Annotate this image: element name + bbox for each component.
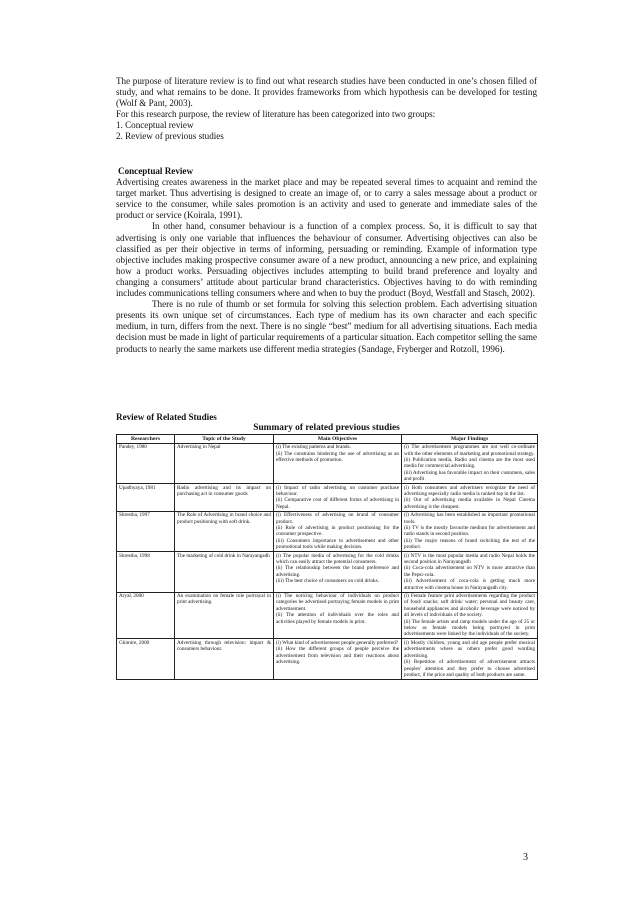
finding-item: (ii) Out of advertising media available in Nepal Cinema advertising is the cheapest.	[404, 497, 535, 510]
cell-objectives	[274, 552, 402, 592]
cell-topic: Radio advertising and its impact on purchasing act in consumer goods	[175, 484, 274, 512]
objective-item: (ii) How the different groups of people perceive the advertisement from television and their reactions about advertising.	[276, 646, 399, 666]
objective-item: (i) The noticing behaviour of individuals on product categories be advertised portraying female models in print advertisement.	[276, 593, 399, 612]
table-title: Summary of related previous studies	[253, 423, 400, 433]
conceptual-section	[116, 166, 537, 355]
intro-section	[116, 76, 537, 143]
objective-item: (ii) The relationship between the brand preference and advertising.	[276, 565, 399, 578]
conceptual-paragraph-3: There is no rule of thumb or set formula for solving this selection problem. Each advertising situation presents its own unique set of circumstances. Each type of medium has its own character and each specific medium, in turn, differs from the next. There is no single “best” medium for all advertising situations. Each media decision must be made in light of particular requirements of a particular situation. Each competitor selling the same products to nearly the same markets use different media strategies (Sandage, Fryberger and Rotzoll, 1996).	[116, 299, 537, 354]
table-row	[117, 484, 538, 512]
cell-findings	[402, 511, 538, 551]
cell-objectives	[274, 443, 402, 483]
related-heading: Review of Related Studies	[116, 412, 217, 422]
table-row	[117, 639, 538, 679]
finding-item: (i) The advertisement programmes are not well co-ordinate with the other elements of marketing and promotional strategy.	[404, 444, 535, 457]
objective-item: (i) What kind of advertisement people generally preferred?	[276, 639, 399, 646]
objective-item: (i) Effectiveness of advertising on brand of consumer product.	[276, 512, 399, 525]
finding-item: (i) NTV is the most popular media and radio Nepal holds the second position in Narayangadh	[404, 552, 535, 565]
table-header-row	[117, 435, 538, 444]
header-topic: Topic of the Study	[175, 435, 274, 444]
finding-item: (iii) The major reasons of brand switching the test of the product.	[404, 537, 535, 551]
conceptual-paragraph-2: In other hand, consumer behaviour is a function of a complex process. So, it is difficult to say that advertising is only one variable that influences the behaviour of consumer. Advertising objectives can also be classified as per their objective in terms of informing, persuading or reminding. Example of information type objective includes making prospective consumer aware of a new product, announcing a new price, and explaining how a product works. Persuading objectives includes attempting to build brand preference and loyalty and changing a consumers’ attitude about particular brand characteristics. Objectives having to do with reminding includes communications telling consumers where and when to buy the product (Boyd, Westfall and Stasch, 2002).	[116, 221, 537, 299]
cell-objectives	[274, 592, 402, 639]
objective-item: (i) The existing patterns and brands.	[276, 444, 351, 451]
table-body	[117, 443, 538, 679]
conceptual-paragraph-1: Advertising creates awareness in the market place and may be repeated several times to acquaint and remind the target market. Thus advertising is designed to create an image of, or to carry a sales message about a product or service to the consumer, while sales promotion is an activity and used to generate and immediate sales of the product or service (Koirala, 1991).	[116, 177, 537, 221]
cell-findings	[402, 552, 538, 592]
finding-item: (ii) Coca-cola advertisement on NTV is more attractive than the Pepsi-cola.	[404, 565, 535, 578]
objective-item: (ii) The attention of individuals over the roles and activities played by female models in print.	[276, 612, 399, 625]
objective-item: (iii) The best choice of consumers on cold drinks.	[276, 578, 379, 585]
finding-item: (iii) Advertisement of coca-cola is getting much more attractive with cinema house in Narayangadh city.	[404, 578, 535, 591]
finding-item: (ii) Publication media, Radio and cinema are the most used media for commercial advertising.	[404, 456, 535, 470]
finding-item: (i) Both consumers and advertisers recognize the need of advertising especially radio media is ranked top in the list.	[404, 484, 535, 497]
objective-item: (iii) Consumers importance to advertisement and other promotional tools while making decision.	[276, 537, 399, 551]
cell-researcher: Aryal, 2000	[117, 592, 175, 639]
cell-researcher: Shrestha, 1998	[117, 552, 175, 592]
related-studies-table	[116, 434, 538, 680]
finding-item: (iii) Advertising has favorable impact on their customers, sales and profit	[404, 469, 535, 483]
cell-topic: The Role of Advertising in brand choice and product positioning with soft drink.	[175, 511, 274, 551]
table-row	[117, 592, 538, 639]
finding-item: (ii) The female artists and ramp models under the age of 25 or below as female models being portrayed in print advertisements were linked by the individuals of the society.	[404, 618, 535, 638]
cell-researcher: Ghimire, 2000	[117, 639, 175, 679]
conceptual-heading: Conceptual Review	[118, 166, 194, 176]
cell-findings	[402, 639, 538, 679]
finding-item: (i) Mostly children, young and old age people prefer musical advertisements where as others prefer good wording advertising.	[404, 639, 535, 659]
table-row	[117, 443, 538, 483]
cell-researcher: Shrestha, 1997	[117, 511, 175, 551]
cell-objectives	[274, 511, 402, 551]
table-row	[117, 552, 538, 592]
intro-paragraph: The purpose of literature review is to find out what research studies have been conducted in one’s chosen filled of study, and what remains to be done. It provides frameworks from which hypothesis can be developed for testing (Wolf & Pant, 2003).	[116, 76, 537, 109]
cell-topic: An examination on female role portrayal in print advertising.	[175, 592, 274, 639]
finding-item: (i) Female feature print advertisements regarding the product of food/ snacks; soft drink/ water; personal and beauty care, household appliances and alcoholic beverage were noticed by all levels of individuals of the society.	[404, 593, 535, 619]
related-heading-wrap	[116, 412, 537, 423]
cell-topic: Advertising through television: impact & consumers behaviour.	[175, 639, 274, 679]
objective-item: (ii) Comparative cost of different forms of advertising in Nepal.	[276, 497, 399, 510]
cell-topic: Advertising in Nepal	[175, 443, 274, 483]
finding-item: (ii) Repetition of advertisement of advertisement attracts peoples’ attention and they prefer to choose advertised product, if the price and quality of both products are same.	[404, 659, 535, 678]
header-researchers: Researchers	[117, 435, 175, 444]
header-findings: Major Findings	[402, 435, 538, 444]
cell-researcher: Pandey, 1980	[117, 443, 175, 483]
cell-objectives	[274, 639, 402, 679]
cell-objectives	[274, 484, 402, 512]
objective-item: (ii) The constrains hindering the use of advertising as an effective methods of promotion.	[276, 450, 399, 463]
group-item-2: 2. Review of previous studies	[116, 131, 224, 142]
page-number: 3	[523, 852, 528, 863]
intro-categorized: For this research purpose, the review of literature has been categorized into two groups:	[116, 109, 436, 120]
header-objectives: Main Objectives	[274, 435, 402, 444]
cell-findings	[402, 484, 538, 512]
group-item-1: 1. Conceptual review	[116, 120, 194, 131]
objective-item: (i) Impact of radio advertising on customer purchase behaviour.	[276, 484, 399, 497]
cell-findings	[402, 443, 538, 483]
objective-item: (ii) Role of advertising in product positioning for the consumer prospective.	[276, 524, 399, 538]
finding-item: (i) Advertising has been established as important promotional tools.	[404, 512, 535, 525]
finding-item: (ii) TV is the mostly favourite medium for advertisement and radio stands in second position.	[404, 524, 535, 538]
cell-findings	[402, 592, 538, 639]
cell-topic: The marketing of cold drink in Narayangadh	[175, 552, 274, 592]
objective-item: (i) The popular media of advertising for the cold drinks which can easily attract the potential consumers.	[276, 552, 399, 565]
table-row	[117, 511, 538, 551]
cell-researcher: Upadhyaya, 1981	[117, 484, 175, 512]
